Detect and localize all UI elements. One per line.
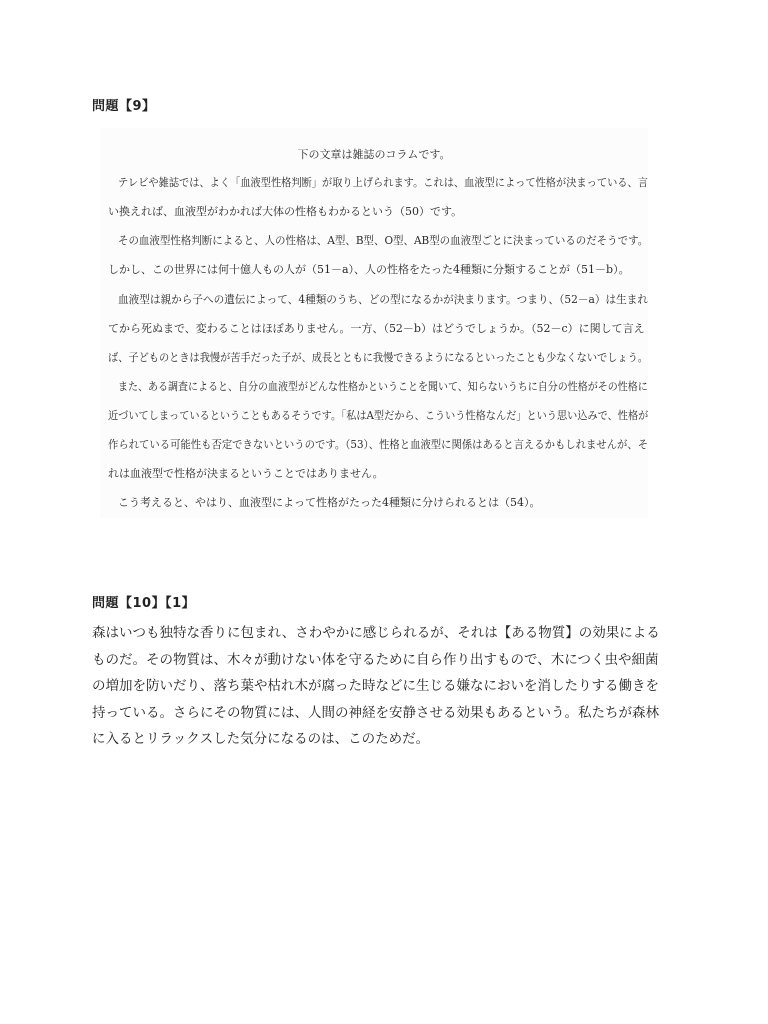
column-line: また、ある調査によると、自分の血液型がどんな性格かということを聞いて、知らないうちに自分の性格がその性格に [118, 380, 648, 393]
question-10-paragraph [92, 620, 682, 753]
column-line: 作られている可能性も否定できないというのです。（53）、性格と血液型に関係はあると言えるかもしれませんが、そ [108, 438, 649, 451]
column-line: 血液型は親から子への遺伝によって、4種類のうち、どの型になるかが決まります。つまり、（52－a）は生まれ [118, 293, 648, 306]
column-line: こう考えると、やはり、血液型によって性格がたった4種類に分けられるとは（54）。 [118, 496, 541, 509]
paragraph-line: に入るとリラックスした気分になるのは、このためだ。 [92, 731, 430, 747]
paragraph-line: の増加を防いだり、落ち葉や枯れ木が腐った時などに生じる嫌なにおいを消したりする働きを [92, 678, 659, 694]
paragraph-line: 持っている。さらにその物質には、人間の神経を安静させる効果もあるという。私たちが森林 [92, 704, 659, 721]
column-title: 下の文章は雑誌のコラムです。 [297, 148, 451, 161]
scanned-column-image [100, 128, 648, 518]
column-line: テレビや雑誌では、よく「血液型性格判断」が取り上げられます。これは、血液型によって性格が決まっている、言 [118, 176, 648, 189]
column-line: ば、子どものときは我慢が苦手だった子が、成長とともに我慢できるようになるといったことも少なくないでしょう。 [108, 351, 648, 364]
paragraph-line: ものだ。その物質は、木々が動けない体を守るために自ら作り出すもので、木につく虫や細菌 [92, 651, 659, 668]
column-line: しかし、この世界には何十億人もの人が（51－a）、人の性格をたった4種類に分類することが（51－b）。 [108, 263, 630, 276]
paragraph-line: 森はいつも独特な香りに包まれ、さわやかに感じられるが、それは【ある物質】の効果による [92, 625, 660, 641]
column-line: 近づいてしまっているということもあるそうです。「私はA型だから、こういう性格なんだ」という思い込みで、性格が [108, 409, 649, 422]
column-line: れは血液型で性格が決まるということではありません。 [108, 467, 384, 480]
column-line: い換えれば、血液型がわかれば大体の性格もわかるという（50）です。 [108, 205, 463, 218]
question-9-heading: 問題【9】 [92, 99, 156, 114]
question-10-heading: 問題【10】【1】 [92, 596, 196, 611]
column-line: てから死ぬまで、変わることはほぼありません。一方、（52－b）はどうでしょうか。（52－c）に関して言え [108, 322, 645, 335]
column-line: その血液型性格判断によると、人の性格は、A型、B型、O型、AB型の血液型ごとに決まっているのだそうです。 [118, 234, 649, 247]
